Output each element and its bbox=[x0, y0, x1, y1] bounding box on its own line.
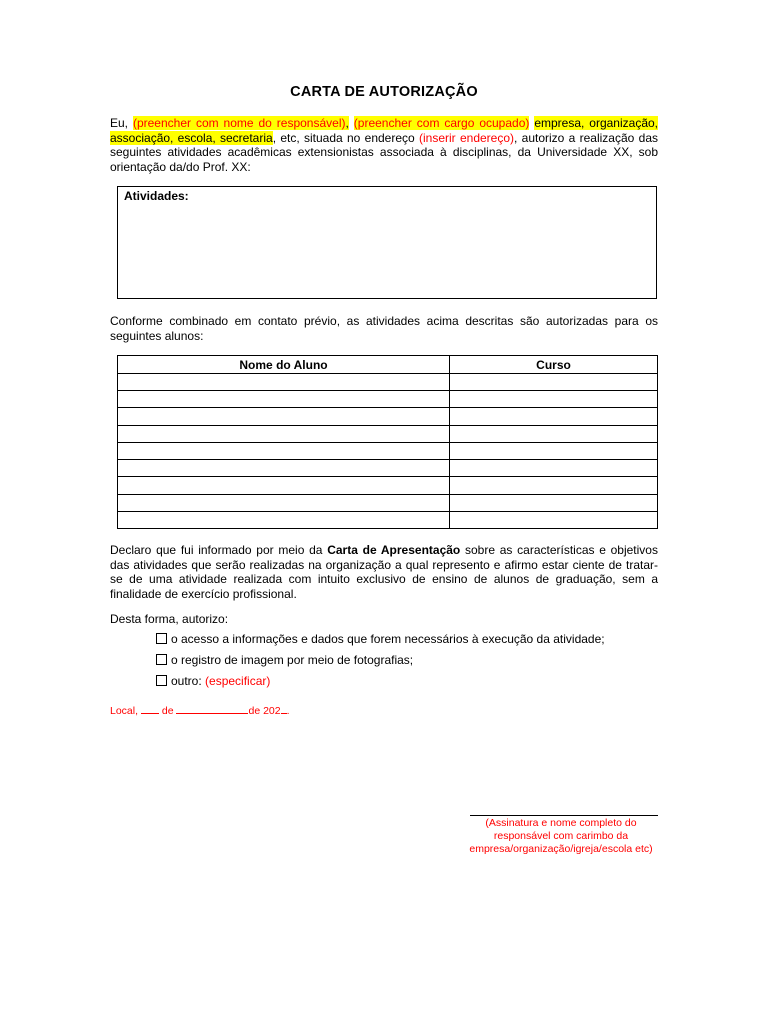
option-outro[interactable] bbox=[156, 674, 270, 688]
checkbox-icon[interactable] bbox=[156, 675, 167, 686]
signature-line-1: (Assinatura e nome completo do bbox=[485, 817, 637, 829]
cell-curso[interactable] bbox=[450, 494, 658, 511]
local-de-year: de 202 bbox=[248, 705, 281, 717]
placeholder-nome-responsavel: (preencher com nome do responsável) bbox=[132, 116, 346, 130]
cell-curso[interactable] bbox=[450, 374, 658, 391]
cell-nome[interactable] bbox=[118, 408, 450, 425]
intro-paragraph bbox=[110, 116, 658, 174]
placeholder-entidades: empresa, organização, associação, escola, secretaria bbox=[110, 116, 659, 145]
signature-line bbox=[470, 815, 658, 816]
table-row bbox=[118, 511, 658, 528]
cell-curso[interactable] bbox=[450, 511, 658, 528]
table-row bbox=[118, 408, 658, 425]
desta-forma-text: Desta forma, autorizo: bbox=[110, 612, 229, 626]
option-registro-imagem[interactable] bbox=[156, 653, 413, 667]
placeholder-cargo: (preencher com cargo ocupado) bbox=[353, 116, 530, 130]
table-row bbox=[118, 494, 658, 511]
carta-apresentacao-bold: Carta de Apresentação bbox=[327, 543, 461, 557]
table-row bbox=[118, 425, 658, 442]
signature-line-3: empresa/organização/igreja/escola etc) bbox=[469, 843, 653, 855]
cell-nome[interactable] bbox=[118, 477, 450, 494]
cell-curso[interactable] bbox=[450, 391, 658, 408]
table-row bbox=[118, 442, 658, 459]
table-row bbox=[118, 460, 658, 477]
local-date-line bbox=[110, 704, 290, 717]
cell-curso[interactable] bbox=[450, 477, 658, 494]
header-nome-do-aluno: Nome do Aluno bbox=[118, 356, 450, 374]
table-row bbox=[118, 374, 658, 391]
local-de: de bbox=[161, 705, 174, 717]
intro-situada: , etc, situada no endereço bbox=[272, 130, 415, 145]
placeholder-endereco: (inserir endereço) bbox=[419, 130, 515, 145]
table-row bbox=[118, 477, 658, 494]
option-label: o registro de imagem por meio de fotografias; bbox=[171, 653, 414, 667]
option-acesso[interactable] bbox=[156, 632, 605, 646]
intro-eu: Eu, bbox=[110, 116, 129, 130]
local-end: . bbox=[286, 705, 290, 717]
local-prefix: Local, bbox=[110, 705, 139, 717]
declaro-before: Declaro que fui informado por meio da bbox=[110, 543, 323, 557]
checkbox-icon[interactable] bbox=[156, 633, 167, 644]
declaro-paragraph bbox=[110, 543, 658, 601]
header-curso: Curso bbox=[450, 356, 658, 374]
intro-rest: , autorizo a realização das seguintes atividades acadêmicas extensionistas associada à disciplinas, da Universidade XX, sob orientação da/do Prof. XX: bbox=[110, 130, 658, 174]
cell-nome[interactable] bbox=[118, 425, 450, 442]
signature-line-2: responsável com carimbo da bbox=[493, 830, 629, 842]
cell-curso[interactable] bbox=[450, 425, 658, 442]
conforme-paragraph: Conforme combinado em contato prévio, as atividades acima descritas são autorizadas para os seguintes alunos: bbox=[110, 314, 658, 343]
cell-nome[interactable] bbox=[118, 511, 450, 528]
document-title: CARTA DE AUTORIZAÇÃO bbox=[290, 84, 478, 100]
option-label: o acesso a informações e dados que forem necessários à execução da atividade; bbox=[171, 632, 605, 646]
option-label: outro: bbox=[171, 674, 202, 688]
cell-nome[interactable] bbox=[118, 442, 450, 459]
signature-caption bbox=[430, 817, 692, 856]
cell-nome[interactable] bbox=[118, 391, 450, 408]
cell-curso[interactable] bbox=[450, 442, 658, 459]
blank-day[interactable] bbox=[141, 704, 159, 714]
activities-label: Atividades: bbox=[124, 189, 189, 203]
cell-curso[interactable] bbox=[450, 408, 658, 425]
cell-nome[interactable] bbox=[118, 494, 450, 511]
table-row bbox=[118, 391, 658, 408]
activities-box[interactable] bbox=[117, 186, 657, 299]
intro-comma: , bbox=[345, 116, 349, 130]
option-especificar: (especificar) bbox=[205, 674, 271, 688]
cell-nome[interactable] bbox=[118, 460, 450, 477]
checkbox-icon[interactable] bbox=[156, 654, 167, 665]
declaro-after: sobre as características e objetivos das atividades que serão realizadas na organização a qual represento e afirmo estar ciente de tratar-se de uma atividade realizada com intuito exclusivo de ensino de alunos de graduação, sem a finalidade de exercício profissional. bbox=[110, 543, 658, 601]
students-table bbox=[117, 355, 658, 529]
blank-month[interactable] bbox=[176, 704, 248, 714]
cell-curso[interactable] bbox=[450, 460, 658, 477]
table-header-row bbox=[118, 356, 658, 374]
cell-nome[interactable] bbox=[118, 374, 450, 391]
